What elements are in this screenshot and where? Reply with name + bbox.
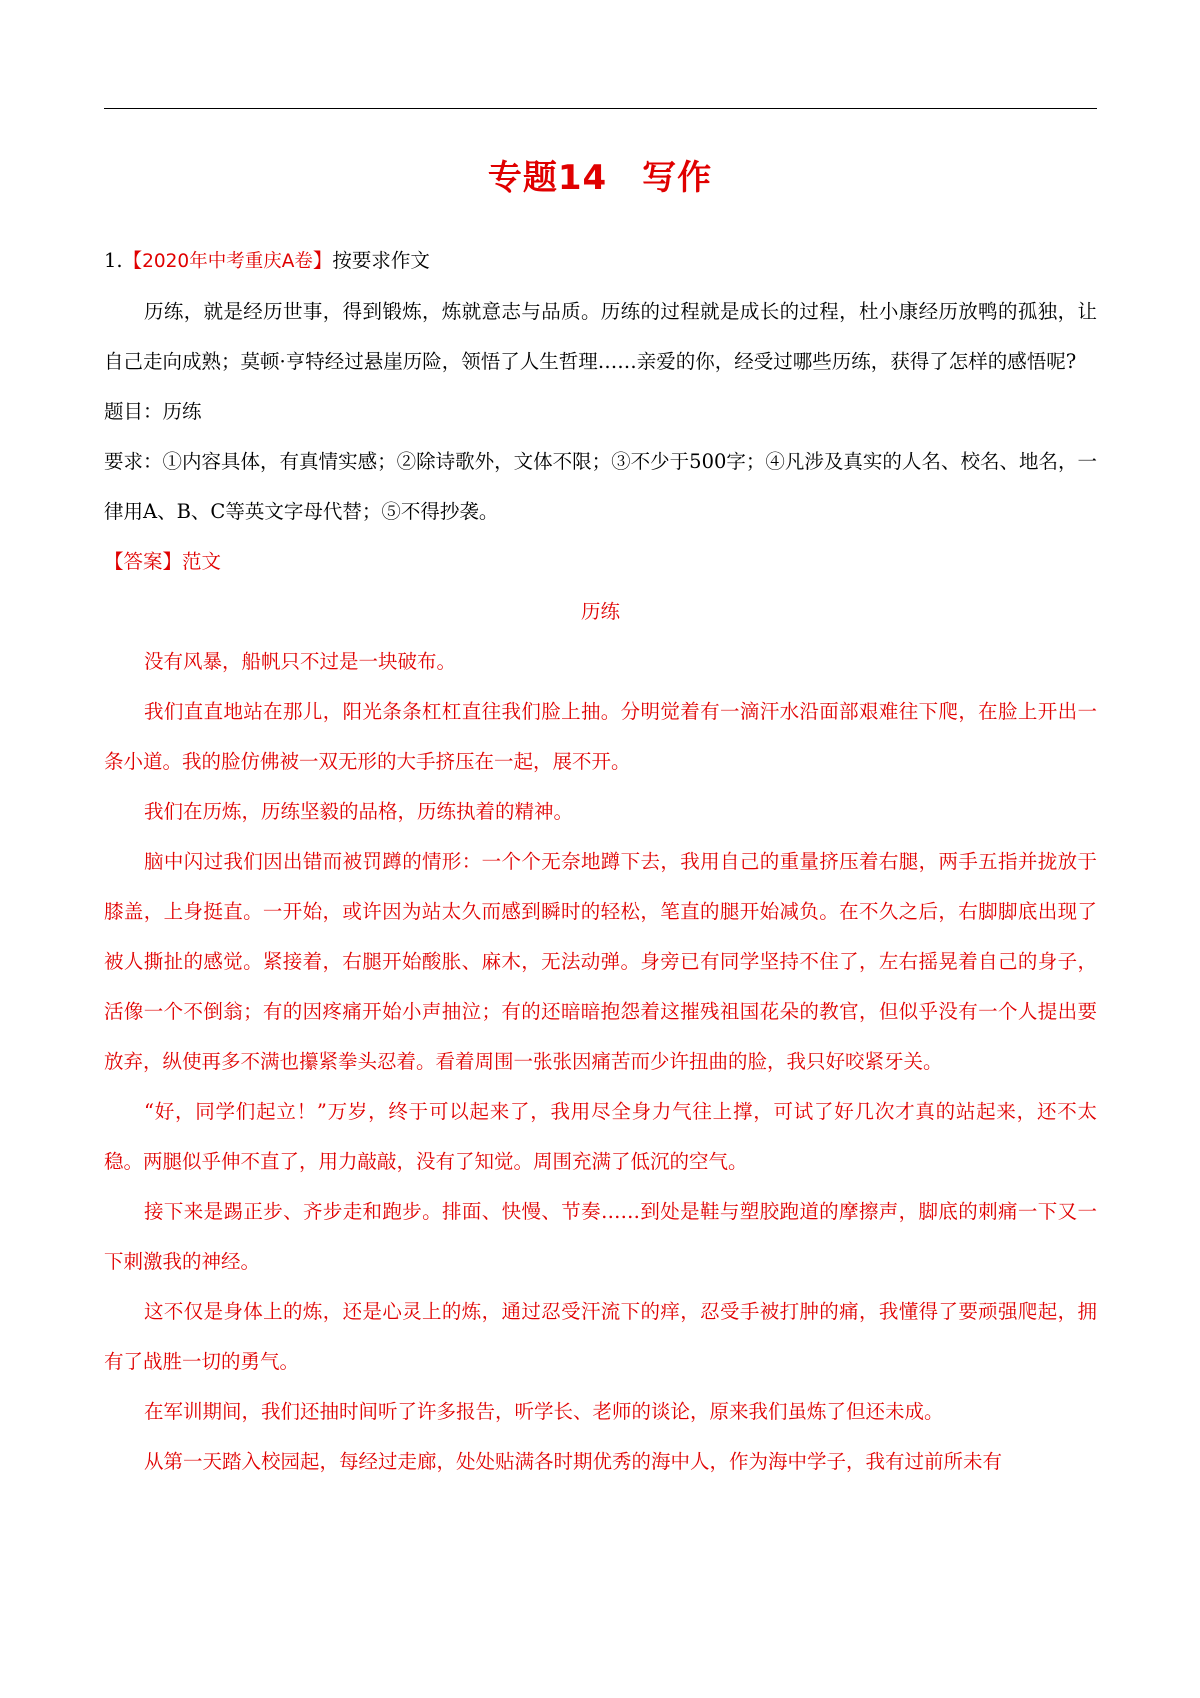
essay-paragraph: 在军训期间，我们还抽时间听了许多报告，听学长、老师的谈论，原来我们虽炼了但还未成。	[144, 1400, 944, 1423]
page-title: 专题14 写作	[487, 158, 713, 198]
source-bracket-open: 【	[122, 249, 143, 272]
question-prompt: 历练，就是经历世事，得到锻炼，炼就意志与品质。历练的过程就是成长的过程，杜小康经历放鸭的孤独，让自己走向成熟；莫顿·亨特经过悬崖历险，领悟了人生哲理……亲爱的你，经受过哪些历练，获得了怎样的感悟呢?	[104, 300, 1097, 373]
essay-paragraph: 没有风暴，船帆只不过是一块破布。	[144, 650, 457, 673]
answer-label: 【答案】范文	[104, 550, 222, 573]
question-instruction: 按要求作文	[332, 249, 430, 272]
question-source: 2020年中考重庆A卷	[142, 251, 313, 272]
essay-paragraph: 我们直直地站在那儿，阳光条条杠杠直往我们脸上抽。分明觉着有一滴汗水沿面部艰难往下爬，在脸上开出一条小道。我的脸仿佛被一双无形的大手挤压在一起，展不开。	[104, 700, 1097, 773]
essay-title: 历练	[580, 600, 620, 623]
question-heading	[104, 236, 1097, 287]
question-number: 1.	[104, 249, 123, 272]
essay-paragraph: 从第一天踏入校园起，每经过走廊，处处贴满各时期优秀的海中人，作为海中学子，我有过前所未有	[144, 1450, 1003, 1473]
essay-paragraph: “好，同学们起立！”万岁，终于可以起来了，我用尽全身力气往上撑，可试了好几次才真的站起来，还不太稳。两腿似乎伸不直了，用力敲敲，没有了知觉。周围充满了低沉的空气。	[104, 1100, 1097, 1173]
essay-paragraph: 这不仅是身体上的炼，还是心灵上的炼，通过忍受汗流下的痒，忍受手被打肿的痛，我懂得了要顽强爬起，拥有了战胜一切的勇气。	[104, 1300, 1097, 1373]
question-topic: 题目：历练	[104, 400, 202, 423]
question-requirements: 要求：①内容具体，有真情实感；②除诗歌外，文体不限；③不少于500字；④凡涉及真实的人名、校名、地名，一律用A、B、C等英文字母代替；⑤不得抄袭。	[104, 450, 1097, 523]
essay-paragraph: 脑中闪过我们因出错而被罚蹲的情形：一个个无奈地蹲下去，我用自己的重量挤压着右腿，两手五指并拢放于膝盖，上身挺直。一开始，或许因为站太久而感到瞬时的轻松，笔直的腿开始减负。在不久之后，右脚脚底出现了被人撕扯的感觉。紧接着，右腿开始酸胀、麻木，无法动弹。身旁已有同学坚持不住了，左右摇晃着自己的身子，活像一个不倒翁；有的因疼痛开始小声抽泣；有的还暗暗抱怨着这摧残祖国花朵的教官，但似乎没有一个人提出要放弃，纵使再多不满也攥紧拳头忍着。看着周围一张张因痛苦而少许扭曲的脸，我只好咬紧牙关。	[104, 850, 1097, 1073]
document-body	[104, 236, 1097, 1487]
essay-paragraph: 我们在历炼，历练坚毅的品格，历练执着的精神。	[144, 800, 574, 823]
header-rule	[104, 108, 1097, 109]
essay-paragraph: 接下来是踢正步、齐步走和跑步。排面、快慢、节奏……到处是鞋与塑胶跑道的摩擦声，脚底的刺痛一下又一下刺激我的神经。	[104, 1200, 1097, 1273]
source-bracket-close: 】	[312, 249, 333, 272]
